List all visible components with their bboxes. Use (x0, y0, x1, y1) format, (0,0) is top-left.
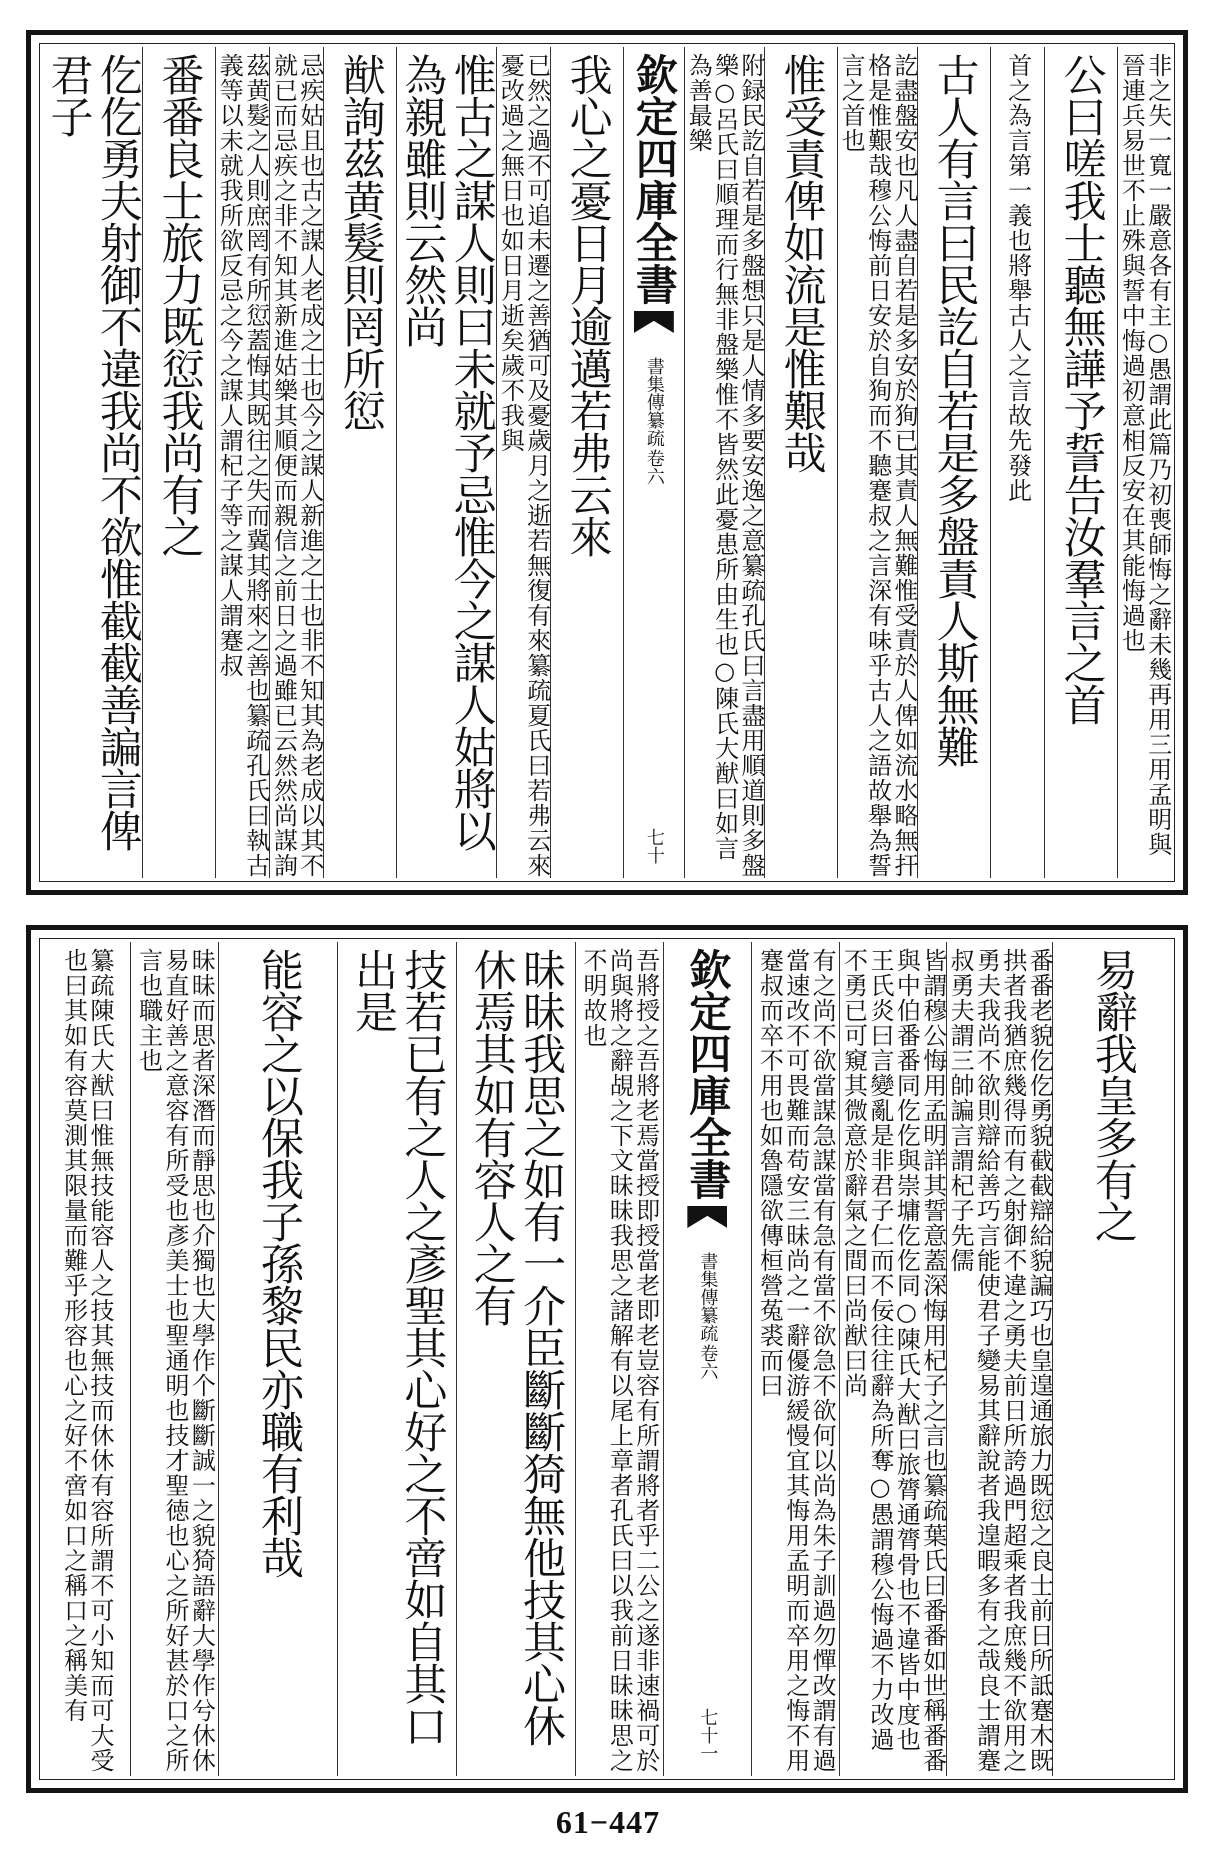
commentary-column (1117, 47, 1171, 878)
series-volume (641, 357, 667, 485)
main-text: 番番良士旅力既愆我尚有之 (154, 53, 205, 557)
main-text: 仡仡勇夫射御不違我尚不欲惟截截善諞言俾君子 (43, 53, 143, 851)
commentary-text: 有之尚不欲當謀急謀當有急有當不欲急不欲何以尚為朱子訓過勿憚改謂有過當速改不可畏難而苟安三昧尚之一辭優游緩慢宜其悔用孟明而卒用之悔不用蹇叔而卒不用也如魯隱欲傳桓營菟裘而曰 (755, 948, 837, 1773)
series-title: 書集傳纂疏 (697, 1252, 719, 1342)
main-text: 惟古之謀人則曰未就予忌惟今之謀人姑將以為親雖則云然尚 (397, 53, 497, 851)
fish-tail-mark-icon (634, 311, 674, 333)
commentary-text: 訖盡盤安也凡人盡自若是多安於狥已其責人無難惟受責於人俾如流水略無扞格是惟艱哉穆公悔前日安於自狥而不聽蹇叔之言深有味乎古人之語故舉為誓言之首也 (837, 53, 918, 878)
commentary-column (839, 942, 946, 1776)
main-text: 古人有言曰民訖自若是多盤責人斯無難 (929, 53, 980, 767)
commentary-text: 番番老貌仡仡勇貌截截辯給貌諞巧也皇遑通旅力既愆之良士前日所詆蹇木既拱者我猶庶幾得而有之射御不違之勇夫前日所誇過門超乘者我庶幾不欲用之勇夫我尚不欲則辯給善巧言能使君子變易其辭說者我遑暇多有之哉良士謂蹇叔勇夫謂三帥諞言謂杞子先儒 (946, 948, 1054, 1773)
main-text: 昧昧我思之如有一介臣斷斷猗無他技其心休休焉其如有容人之有 (466, 948, 567, 1746)
main-text-column (456, 942, 575, 1776)
main-text-column (550, 47, 623, 878)
commentary-text: 皆謂穆公悔用孟明詳其誓意蓋深悔用杞子之言也纂疏葉氏曰番番如世稱番番與中伯番番同仡仡與崇墉仡仡同○陳氏大猷曰旅膂通膂骨也不違皆中度也王氏炎曰言變亂是非君子仁而不佞往往辭為所奪○愚謂穆公悔過不力改過不勇已可窺其微意於辭氣之間曰尚猷曰尚 (839, 948, 947, 1773)
page-header-column (663, 942, 751, 1776)
commentary-column (751, 942, 839, 1776)
commentary-column (684, 47, 764, 878)
main-text: 公曰嗟我士聽無譁予誓告汝羣言之首 (1056, 53, 1107, 725)
main-text-column (218, 942, 337, 1776)
commentary-text: 已然之過不可追未遷之善猶可及憂歲月之逝若無復有來纂疏夏氏曰若弗云來憂改過之無日也如日月逝矣歲不我與 (496, 53, 551, 878)
commentary-text: 茲黄髮之人則庶罔有所愆蓋悔其既往之失而冀其將來之善也纂疏孔氏曰執古義等以未就我所欲反忌之今之謀人謂杞子等之謀人謂蹇叔 (215, 53, 270, 878)
columns-top (43, 47, 1171, 878)
main-text: 技若已有之人之彥聖其心好之不啻如自其口出是 (347, 948, 448, 1746)
commentary-text: 昧昧而思者深潛而靜思也介獨也大學作个斷斷誠一之貌猗語辭大學作兮休休易直好善之意容有所受也彥美士也聖通明也技才聖徳也心之所好甚於口之所言也職主也 (134, 948, 216, 1773)
commentary-column (269, 47, 323, 878)
main-text: 易辭我皇多有之 (1087, 948, 1138, 1242)
main-text-column (142, 47, 215, 878)
commentary-column (496, 47, 550, 878)
series-volume (694, 1252, 720, 1380)
folio-number: 七十 (643, 828, 665, 864)
commentary-text: 首之為言第一義也將舉古人之言故先發此 (1003, 53, 1032, 503)
commentary-column (43, 942, 130, 1776)
main-text: 我心之憂日月逾邁若弗云來 (562, 53, 613, 557)
commentary-column (215, 47, 269, 878)
main-text-column (764, 47, 837, 878)
commentary-column (837, 47, 917, 878)
page-top (26, 30, 1188, 895)
main-text-column (1044, 47, 1117, 878)
main-text: 惟受責俾如流是惟艱哉 (776, 53, 827, 473)
book-title: 欽定四庫全書 (629, 53, 679, 305)
fish-tail-mark-icon (687, 1206, 727, 1228)
page-header-column (623, 47, 684, 878)
commentary-text: 吾將授之吾將老焉當授即授當老即老豈容有所謂將者乎二公之遂非速禍可於尚與將之辭覘之下文昧昧我思之諸解有以尾上章者孔氏曰以我前日昧昧思之不明故也 (578, 948, 660, 1773)
main-text-column (1052, 942, 1171, 1776)
commentary-text: 非之失一寬一嚴意各有主○愚謂此篇乃初喪師悔之辭未幾再用三用孟明與晉連兵易世不止殊與誓中悔過初意相反安在其能悔過也 (1117, 53, 1172, 857)
main-text: 猷詢茲黄髮則罔所愆 (335, 53, 386, 431)
series-title: 書集傳纂疏 (643, 357, 665, 447)
folio-number: 七十一 (697, 1708, 719, 1762)
columns-bottom (43, 942, 1171, 1776)
commentary-column (130, 942, 218, 1776)
main-text: 能容之以保我子孫黎民亦職有利哉 (253, 948, 304, 1578)
main-text-column (43, 47, 142, 878)
commentary-text: 纂疏陳氏大猷曰惟無技能容人之技其無技而休休有容所謂不可小知而可大受也曰其如有容莫測其限量而難乎形容也心之好不啻如口之稱口之稱美有 (59, 948, 114, 1773)
main-text-column (337, 942, 456, 1776)
main-text-column (323, 47, 396, 878)
volume-number: 卷六 (643, 449, 665, 485)
page-bottom (26, 925, 1188, 1793)
main-text-column (396, 47, 496, 878)
commentary-column (946, 942, 1053, 1776)
commentary-text: 忌疾姑且也古之謀人老成之士也今之謀人新進之士也非不知其為老成以其不就已而忌疾之非不知其新進姑樂其順便而親信之前日之過雖已云然然尚謀詢 (269, 53, 324, 878)
book-title: 欽定四庫全書 (683, 948, 733, 1200)
commentary-column (990, 47, 1044, 878)
page-number: 61−447 (555, 1804, 661, 1840)
commentary-column (575, 942, 663, 1776)
volume-number: 卷六 (697, 1344, 719, 1380)
commentary-text: 附録民訖自若是多盤想只是人情多要安逸之意纂疏孔氏曰言盡用順道則多盤樂○呂氏曰順理而行無非盤樂惟不皆然此憂患所由生也○陳氏大猷曰如言為善最樂 (684, 53, 765, 878)
main-text-column (917, 47, 990, 878)
